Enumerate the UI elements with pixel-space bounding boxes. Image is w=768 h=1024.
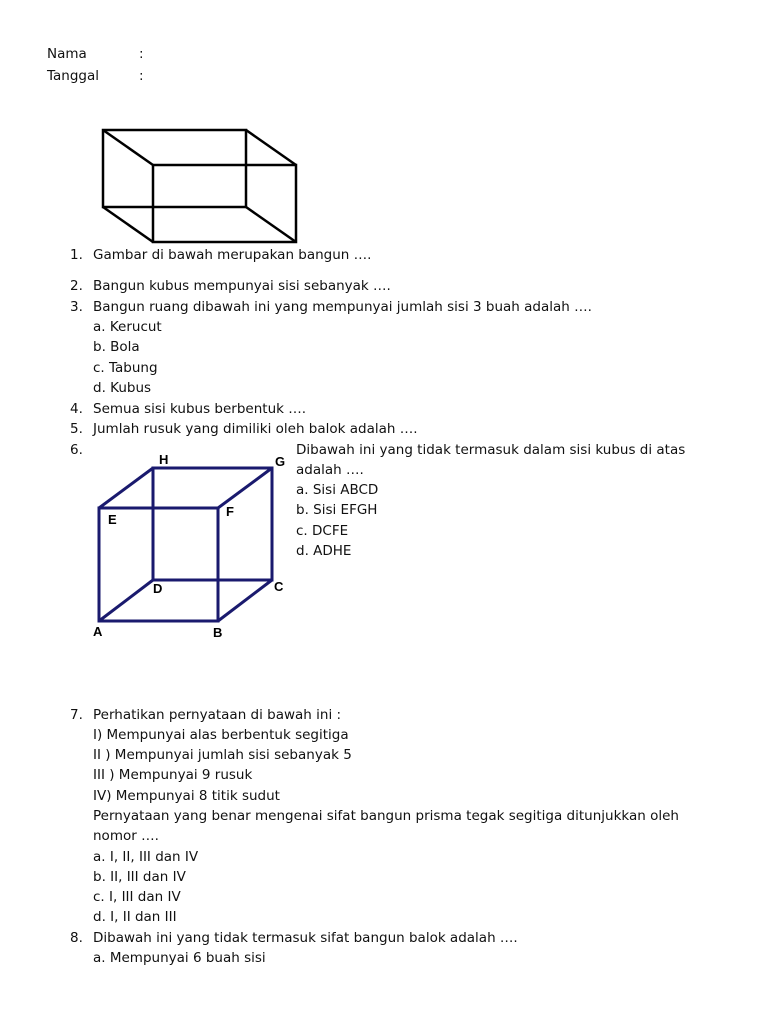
- q7-option-b: b. II, III dan IV: [93, 869, 186, 885]
- q1-number: 1.: [70, 247, 83, 263]
- q7-statement-2: II ) Mempunyai jumlah sisi sebanyak 5: [93, 747, 352, 763]
- q3-number: 3.: [70, 299, 83, 315]
- q5-number: 5.: [70, 421, 83, 437]
- q6-option-c: c. DCFE: [296, 523, 349, 539]
- nama-colon: :: [139, 46, 144, 62]
- cube-label-b: B: [213, 625, 223, 640]
- q2-text: Bangun kubus mempunyai sisi sebanyak ….: [93, 278, 391, 294]
- q3-text: Bangun ruang dibawah ini yang mempunyai jumlah sisi 3 buah adalah ….: [93, 299, 592, 315]
- q7-question-line1: Pernyataan yang benar mengenai sifat bangun prisma tegak segitiga ditunjukkan oleh: [93, 808, 679, 824]
- q3-option-a: a. Kerucut: [93, 319, 162, 335]
- cube-label-e: E: [108, 512, 117, 527]
- q6-option-a: a. Sisi ABCD: [296, 482, 379, 498]
- q3-option-c: c. Tabung: [93, 360, 158, 376]
- q3-option-b: b. Bola: [93, 339, 140, 355]
- q7-text: Perhatikan pernyataan di bawah ini :: [93, 707, 342, 723]
- q8-option-a: a. Mempunyai 6 buah sisi: [93, 950, 266, 966]
- balok-figure: [103, 130, 296, 242]
- q6-option-d: d. ADHE: [296, 543, 352, 559]
- q7-number: 7.: [70, 707, 83, 723]
- q4-text: Semua sisi kubus berbentuk ….: [93, 401, 307, 417]
- q7-option-d: d. I, II dan III: [93, 909, 177, 925]
- q8-text: Dibawah ini yang tidak termasuk sifat bangun balok adalah ….: [93, 930, 518, 946]
- q6-option-b: b. Sisi EFGH: [296, 502, 378, 518]
- q7-option-c: c. I, III dan IV: [93, 889, 181, 905]
- q6-text-line2: adalah ….: [296, 462, 364, 478]
- tanggal-colon: :: [139, 68, 144, 84]
- cube-label-f: F: [226, 504, 234, 519]
- q7-statement-3: III ) Mempunyai 9 rusuk: [93, 767, 253, 783]
- tanggal-label: Tanggal: [47, 68, 100, 84]
- q3-option-d: d. Kubus: [93, 380, 152, 396]
- q5-text: Jumlah rusuk yang dimiliki oleh balok adalah ….: [93, 421, 418, 437]
- q4-number: 4.: [70, 401, 83, 417]
- q7-question-line2: nomor ….: [93, 828, 159, 844]
- cube-label-a: A: [93, 624, 103, 639]
- q7-statement-1: I) Mempunyai alas berbentuk segitiga: [93, 727, 349, 743]
- q6-number: 6.: [70, 442, 83, 458]
- cube-label-c: C: [274, 579, 284, 594]
- q6-text-line1: Dibawah ini yang tidak termasuk dalam sisi kubus di atas: [296, 442, 686, 458]
- cube-label-h: H: [159, 452, 169, 467]
- cube-figure: [99, 468, 272, 621]
- q8-number: 8.: [70, 930, 83, 946]
- q7-option-a: a. I, II, III dan IV: [93, 849, 199, 865]
- cube-label-g: G: [275, 454, 286, 469]
- q2-number: 2.: [70, 278, 83, 294]
- nama-label: Nama: [47, 46, 87, 62]
- cube-label-d: D: [153, 581, 163, 596]
- q7-statement-4: IV) Mempunyai 8 titik sudut: [93, 788, 280, 804]
- q1-text: Gambar di bawah merupakan bangun ….: [93, 247, 372, 263]
